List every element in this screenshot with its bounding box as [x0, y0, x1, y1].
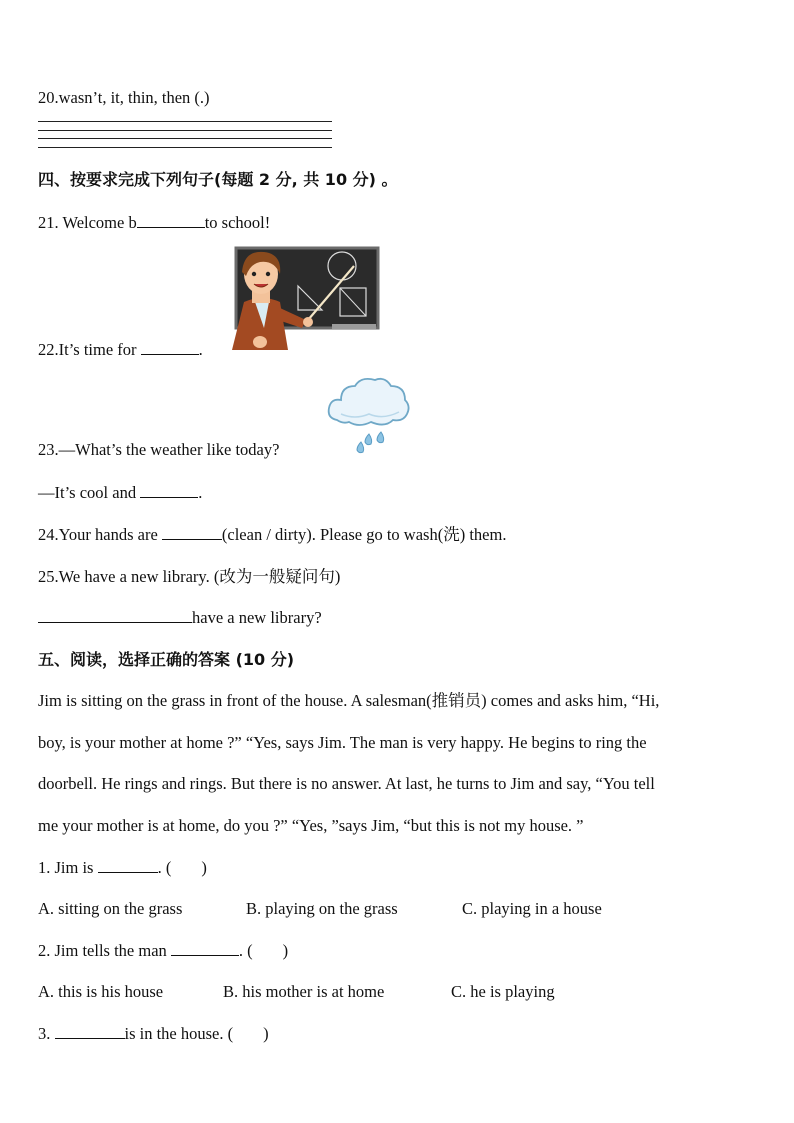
option-a[interactable]: A. sitting on the grass	[38, 899, 183, 918]
passage-line: me your mother is at home, do you ?” “Yes, ”says Jim, “but this is not my house. ”	[38, 816, 584, 835]
answer-line	[38, 130, 332, 131]
option-b[interactable]: B. his mother is at home	[223, 982, 385, 1001]
question-20-text: 20.wasn’t, it, thin, then (.)	[38, 88, 210, 107]
answer-line	[38, 147, 332, 148]
passage-line: Jim is sitting on the grass in front of the house. A salesman(推销员) comes and asks him, “Hi,	[38, 691, 660, 710]
passage-line: boy, is your mother at home ?” “Yes, says Jim. The man is very happy. He begins to ring the	[38, 733, 647, 752]
question-23: 23.—What’s the weather like today?	[38, 440, 280, 459]
answer-blank[interactable]	[55, 1024, 125, 1039]
question-21: 21. Welcome b to school!	[38, 213, 271, 232]
question-22: 22.It’s time for .	[38, 340, 203, 359]
teacher-blackboard-illustration	[222, 246, 382, 358]
answer-blank[interactable]	[162, 525, 222, 540]
answer-blank[interactable]	[38, 608, 192, 623]
section-5-title: 五、阅读，选择正确的答案 (10 分)	[38, 650, 295, 669]
answer-blank[interactable]	[137, 213, 205, 228]
question-23-answer: —It’s cool and .	[38, 483, 203, 502]
option-a[interactable]: A. this is his house	[38, 982, 164, 1001]
option-c[interactable]: C. playing in a house	[462, 899, 602, 918]
answer-blank[interactable]	[141, 340, 199, 355]
option-c[interactable]: C. he is playing	[451, 982, 555, 1001]
question-24: 24.Your hands are (clean / dirty). Please go to wash(洗) them.	[38, 525, 507, 544]
mcq-1-stem: 1. Jim is . ( )	[38, 858, 207, 877]
passage-line: doorbell. He rings and rings. But there is no answer. At last, he turns to Jim and say, “You tell	[38, 774, 655, 793]
rain-cloud-icon	[325, 374, 411, 456]
answer-blank[interactable]	[98, 858, 158, 873]
mcq-1-options	[38, 899, 602, 919]
answer-line	[38, 138, 332, 139]
answer-line	[38, 121, 332, 122]
answer-blank[interactable]	[140, 483, 198, 498]
mcq-2-stem: 2. Jim tells the man . ( )	[38, 941, 289, 960]
question-25: 25.We have a new library. (改为一般疑问句)	[38, 567, 341, 586]
mcq-2-options	[38, 982, 555, 1002]
question-20	[38, 88, 210, 108]
option-b[interactable]: B. playing on the grass	[246, 899, 398, 918]
answer-blank[interactable]	[171, 941, 239, 956]
question-25-answer: have a new library?	[38, 608, 322, 628]
answer-lines	[38, 121, 332, 155]
mcq-3-stem: 3. is in the house. ( )	[38, 1024, 269, 1043]
section-4-title: 四、按要求完成下列句子(每题 2 分, 共 10 分) 。	[38, 170, 398, 189]
